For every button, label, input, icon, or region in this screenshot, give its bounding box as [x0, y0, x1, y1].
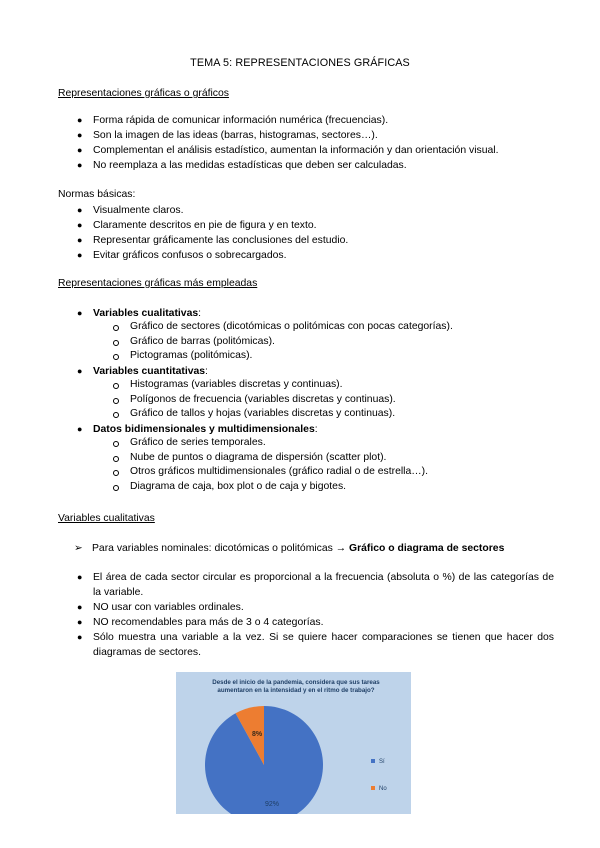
list-item: ● Complementan el análisis estadístico, aumentan la información y dan orientación visual. — [77, 145, 499, 156]
section-heading-variables-cualitativas: Variables cualitativas — [58, 513, 155, 524]
list-item: Gráfico de barras (politómicas). — [113, 335, 453, 350]
arrow-bullet-icon: ➢ — [74, 543, 83, 554]
normas-bullet-list — [74, 203, 554, 263]
bullet-icon: ● — [77, 632, 83, 642]
legend-item-no: No — [371, 786, 387, 792]
list-item: ● Representar gráficamente las conclusiones del estudio. — [77, 235, 349, 246]
list-item: ● El área de cada sector circular es proporcional a la frecuencia (absoluta o %) de las categorías de la variable. — [77, 572, 554, 598]
pie-chart — [176, 672, 411, 814]
bullet-icon: ● — [77, 602, 83, 612]
circle-bullet-icon — [113, 485, 119, 491]
list-item: ● Forma rápida de comunicar información numérica (frecuencias). — [77, 115, 389, 126]
section1-bullet-list — [74, 113, 554, 173]
sublist-cuantitativas — [113, 378, 396, 422]
list-item: Otros gráficos multidimensionales (gráfico radial o de estrella…). — [113, 465, 428, 480]
bullet-icon: ● — [77, 366, 83, 376]
bullet-icon: ● — [77, 617, 83, 627]
sublist-cualitativas — [113, 320, 453, 364]
list-item: ● Son la imagen de las ideas (barras, histogramas, sectores…). — [77, 130, 378, 141]
group-cuantitativas — [74, 364, 554, 379]
page-title: TEMA 5: REPRESENTACIONES GRÁFICAS — [190, 57, 410, 69]
list-item: Gráfico de sectores (dicotómicas o politómicas con pocas categorías). — [113, 320, 453, 335]
circle-bullet-icon — [113, 441, 119, 447]
list-item: ● Variables cualitativas: — [77, 308, 202, 319]
section3-bullet-list — [74, 570, 554, 660]
circle-bullet-icon — [113, 412, 119, 418]
list-item: Nube de puntos o diagrama de dispersión (scatter plot). — [113, 451, 428, 466]
bullet-icon: ● — [77, 115, 83, 125]
bullet-icon: ● — [77, 145, 83, 155]
bullet-icon: ● — [77, 160, 83, 170]
bullet-icon: ● — [77, 308, 83, 318]
circle-bullet-icon — [113, 398, 119, 404]
legend-swatch-no — [371, 786, 375, 790]
circle-bullet-icon — [113, 354, 119, 360]
bullet-icon: ● — [77, 235, 83, 245]
circle-bullet-icon — [113, 325, 119, 331]
list-item: Gráfico de series temporales. — [113, 436, 428, 451]
pie-label-si: 92% — [264, 801, 280, 808]
group-multidimensionales — [74, 422, 554, 437]
list-item: ● No reemplaza a las medidas estadísticas que deben ser calculadas. — [77, 160, 407, 171]
list-item: ● Sólo muestra una variable a la vez. Si se quiere hacer comparaciones se tienen que hacer dos diagramas de sectores. — [77, 632, 554, 658]
list-item: ● Variables cuantitativas: — [77, 366, 208, 377]
section-heading-representaciones: Representaciones gráficas o gráficos — [58, 88, 229, 99]
bullet-icon: ● — [77, 205, 83, 215]
list-item: ● Evitar gráficos confusos o sobrecargados. — [77, 250, 287, 261]
arrow-item: ➢ Para variables nominales: dicotómicas o politómicas → Gráfico o diagrama de sectores — [74, 543, 505, 554]
legend-swatch-si — [371, 759, 375, 763]
circle-bullet-icon — [113, 470, 119, 476]
list-item: ● Visualmente claros. — [77, 205, 184, 216]
chart-title: Desde el inicio de la pandemia, considera que sus tareas aumentaron en la intensidad y en el ritmo de trabajo? — [212, 679, 380, 694]
bullet-icon: ● — [77, 250, 83, 260]
pie-chart-svg — [176, 672, 411, 814]
bullet-icon: ● — [77, 572, 83, 582]
bullet-icon: ● — [77, 130, 83, 140]
list-item: ● NO recomendables para más de 3 o 4 categorías. — [77, 617, 324, 628]
circle-bullet-icon — [113, 456, 119, 462]
bullet-icon: ● — [77, 424, 83, 434]
list-item: Gráfico de tallos y hojas (variables discretas y continuas). — [113, 407, 396, 422]
circle-bullet-icon — [113, 383, 119, 389]
bullet-icon: ● — [77, 220, 83, 230]
group-cualitativas — [74, 306, 554, 321]
list-item: Pictogramas (politómicas). — [113, 349, 453, 364]
legend-item-si: Sí — [371, 759, 385, 765]
list-item: ● Claramente descritos en pie de figura y en texto. — [77, 220, 317, 231]
circle-bullet-icon — [113, 340, 119, 346]
section-heading-mas-empleadas: Representaciones gráficas más empleadas — [58, 278, 258, 289]
pie-label-no: 8% — [251, 731, 263, 738]
list-item: Diagrama de caja, box plot o de caja y bigotes. — [113, 480, 428, 495]
list-item: ● Datos bidimensionales y multidimensionales: — [77, 424, 318, 435]
list-item: ● NO usar con variables ordinales. — [77, 602, 244, 613]
list-item: Polígonos de frecuencia (variables discretas y continuas). — [113, 393, 396, 408]
normas-heading: Normas básicas: — [58, 189, 136, 200]
list-item: Histogramas (variables discretas y continuas). — [113, 378, 396, 393]
sublist-multidimensionales — [113, 436, 428, 494]
